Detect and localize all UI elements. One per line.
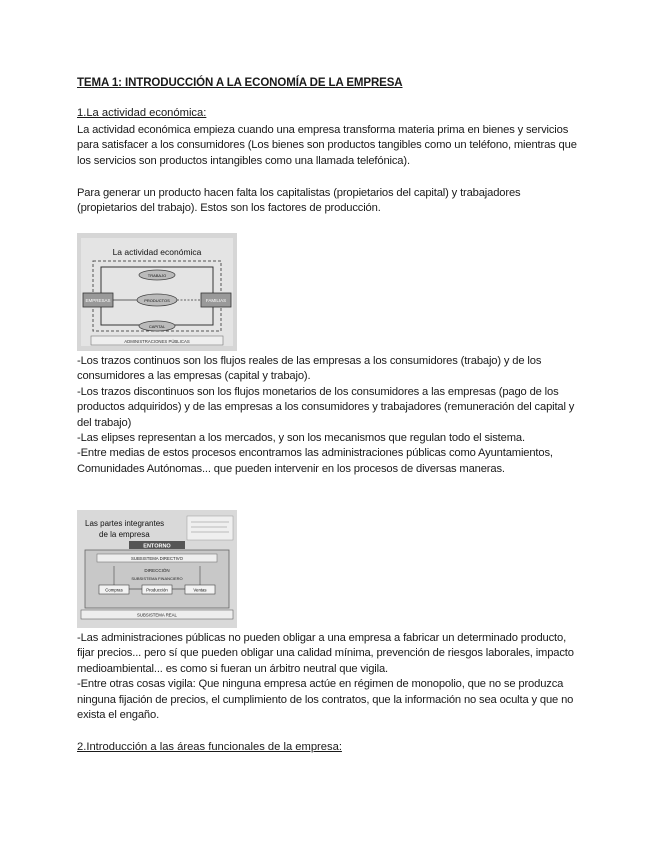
fig2-subsistema-fin: SUBSISTEMA FINANCIERO bbox=[131, 576, 183, 581]
company-parts-diagram bbox=[77, 510, 237, 628]
fig2-entorno: ENTORNO bbox=[143, 543, 171, 550]
document-title: TEMA 1: INTRODUCCIÓN A LA ECONOMÍA DE LA EMPRESA bbox=[77, 77, 403, 89]
fig2-box1: Compras bbox=[105, 587, 123, 593]
fig1-right-box: FAMILIAS bbox=[205, 298, 227, 303]
fig1-bottom-market: CAPITAL bbox=[148, 324, 166, 329]
paragraph-2: Para generar un producto hacen falta los capitalistas (propietarios del capital) y trabajadores (propietarios del trabajo). Estos son los factores de producción. bbox=[77, 187, 521, 215]
fig1-mid-market: PRODUCTOS bbox=[144, 298, 170, 303]
fig2-box2: Producción bbox=[146, 587, 168, 593]
fig2-direccion: DIRECCIÓN bbox=[144, 568, 170, 573]
paragraph-1: La actividad económica empieza cuando una empresa transforma materia prima en bienes y servicios para satisfacer a los consumidores (Los bienes son productos tangibles como un teléfono, mientras que los servicios son productos intangibles como una llamada telefónica). bbox=[77, 124, 577, 167]
bullet-item: -Los trazos discontinuos son los flujos monetarios de los consumidores a las empresas (pago de los productos adquiridos) y de las empresas a los consumidores y trabajadores (remuneración del capital y del trabajo) bbox=[77, 385, 575, 429]
fig1-title: La actividad económica bbox=[112, 247, 202, 257]
economic-activity-diagram bbox=[77, 233, 237, 351]
fig2-bottom-bar: SUBSISTEMA REAL bbox=[137, 612, 177, 618]
section-heading-1: 1.La actividad económica: bbox=[77, 107, 207, 119]
fig1-top-market: TRABAJO bbox=[147, 273, 167, 278]
bullet-item: -Entre medias de estos procesos encontramos las administraciones públicas como Ayuntamientos, Comunidades Autónomas... que pueden intervenir en los procesos de diversas maneras. bbox=[77, 447, 553, 475]
fig2-title-line2: de la empresa bbox=[99, 530, 150, 539]
fig2-title-line1: Las partes integrantes bbox=[85, 519, 165, 528]
fig1-left-box: EMPRESAS bbox=[85, 298, 111, 303]
bullet-item: -Las elipses representan a los mercados, y son los mecanismos que regulan todo el sistema. bbox=[77, 432, 525, 445]
bullets-list-2 bbox=[77, 631, 582, 723]
company-parts-figure bbox=[77, 510, 237, 628]
bullets-list-1 bbox=[77, 354, 582, 477]
section-heading-2: 2.Introducción a las áreas funcionales de la empresa: bbox=[77, 741, 342, 753]
fig1-footer: ADMINISTRACIONES PÚBLICAS bbox=[124, 339, 190, 344]
bullet-item: -Las administraciones públicas no pueden obligar a una empresa a fabricar un determinado producto, fijar precios... pero sí que pueden obligar una calidad mínima, prevención de riesgos laborales, impacto medioambiental... es como si fueran un árbitro neutral que vigila. bbox=[77, 632, 574, 675]
fig2-subsistema-dir: SUBSISTEMA DIRECTIVO bbox=[130, 556, 184, 561]
bullet-item: -Entre otras cosas vigila: Que ninguna empresa actúe en régimen de monopolio, que no se produzca ninguna fijación de precios, el cumplimiento de los contratos, que la información no sea oculta y que no exista el engaño. bbox=[77, 678, 574, 722]
bullet-item: -Los trazos continuos son los flujos reales de las empresas a los consumidores (trabajo) y de los consumidores a las empresas (capital y trabajo). bbox=[77, 355, 542, 383]
fig2-box3: Ventas bbox=[193, 587, 207, 593]
economic-activity-figure bbox=[77, 233, 237, 351]
